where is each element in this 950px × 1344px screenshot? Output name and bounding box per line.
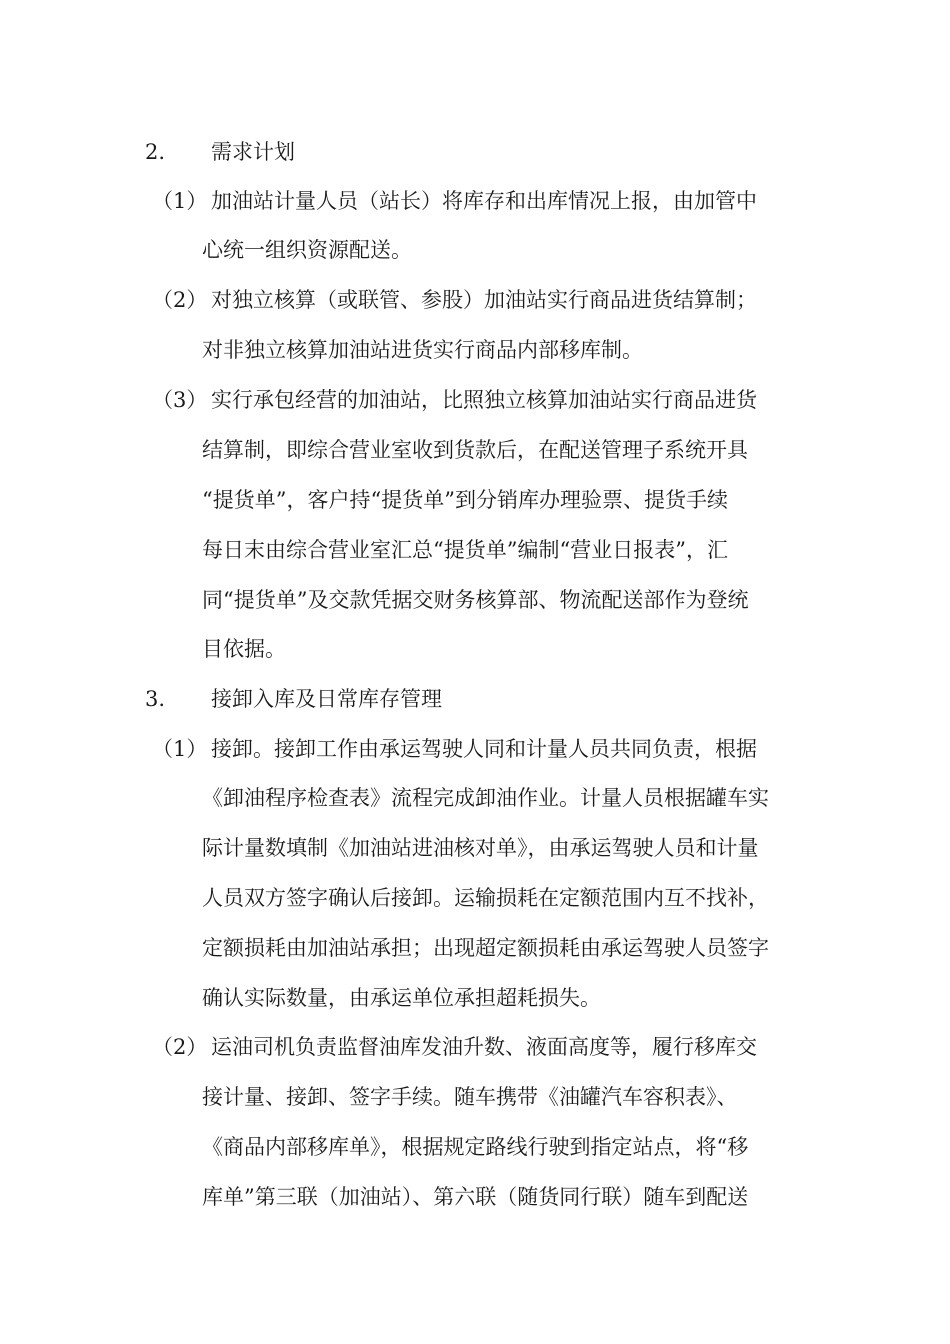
section-title: 接卸入库及日常库存管理 [211, 687, 442, 711]
item-number: （1） [152, 189, 208, 213]
section-title: 需求计划 [211, 140, 295, 164]
item-number: （1） [152, 737, 208, 761]
item-text: 心统一组织资源配送。 [202, 238, 412, 262]
item-text: 际计量数填制《加油站进油核对单》，由承运驾驶人员和计量 [202, 836, 759, 860]
item-text: 确认实际数量，由承运单位承担超耗损失。 [202, 986, 601, 1010]
item-number: （2） [152, 1035, 208, 1059]
item-text: 人员双方签字确认后接卸。运输损耗在定额范围内互不找补， [202, 886, 769, 910]
item-text: 对独立核算（或联管、参股）加油站实行商品进货结算制； [211, 288, 757, 312]
item-number: （2） [152, 288, 208, 312]
item-text: 运油司机负责监督油库发油升数、液面高度等，履行移库交 [211, 1035, 757, 1059]
item-text: 结算制，即综合营业室收到货款后，在配送管理子系统开具 [202, 438, 748, 462]
item-text: 《卸油程序检查表》流程完成卸油作业。计量人员根据罐车实 [202, 786, 769, 810]
item-text: “提货单”，客户持“提货单”到分销库办理验票、提货手续 [202, 488, 728, 512]
item-text: 同“提货单”及交款凭据交财务核算部、物流配送部作为登统 [202, 588, 749, 612]
item-text: 加油站计量人员（站长）将库存和出库情况上报，由加管中 [211, 189, 757, 213]
item-text: 目依据。 [202, 637, 286, 661]
item-text: 定额损耗由加油站承担；出现超定额损耗由承运驾驶人员签字 [202, 936, 769, 960]
item-text: 库单”第三联（加油站）、第六联（随货同行联）随车到配送 [202, 1185, 749, 1209]
item-text: 实行承包经营的加油站，比照独立核算加油站实行商品进货 [211, 388, 757, 412]
section-number: 2. [145, 140, 166, 164]
item-text: 对非独立核算加油站进货实行商品内部移库制。 [202, 338, 643, 362]
item-text: 每日末由综合营业室汇总“提货单”编制“营业日报表”，汇 [202, 538, 728, 562]
item-text: 接计量、接卸、签字手续。随车携带《油罐汽车容积表》、 [202, 1085, 738, 1109]
item-text: 接卸。接卸工作由承运驾驶人同和计量人员共同负责，根据 [211, 737, 757, 761]
item-text: 《商品内部移库单》，根据规定路线行驶到指定站点，将“移 [202, 1135, 749, 1159]
item-number: （3） [152, 388, 208, 412]
section-number: 3. [145, 687, 166, 711]
